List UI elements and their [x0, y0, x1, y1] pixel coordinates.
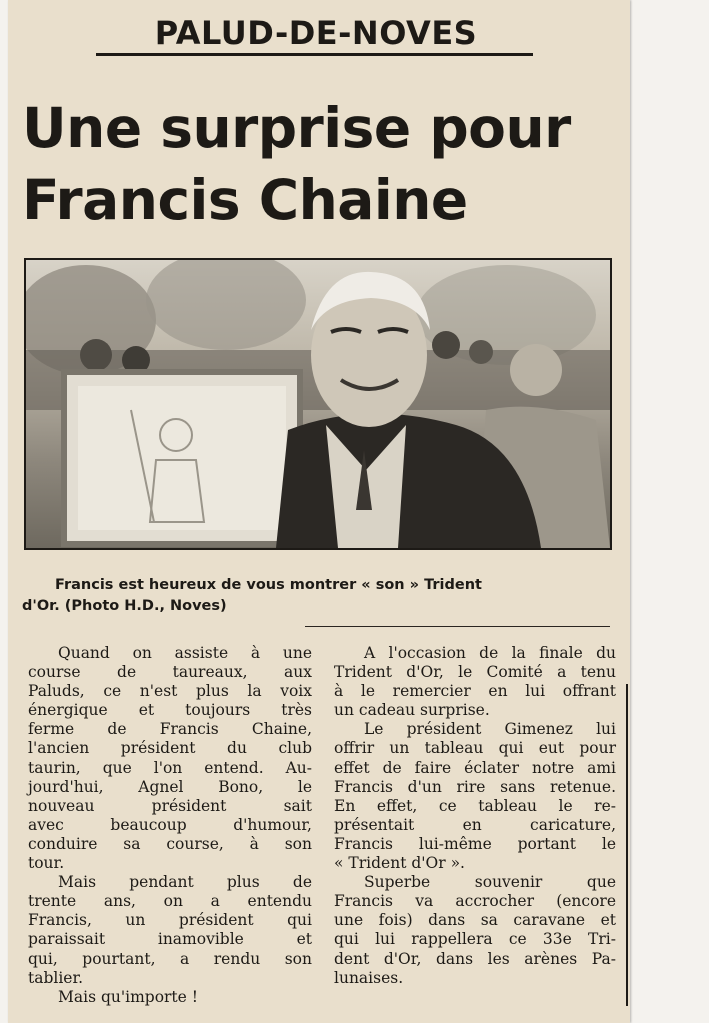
headline: [22, 92, 622, 236]
column-2-line: effet de faire éclater notre ami: [334, 758, 616, 777]
caption-line-2: d'Or. (Photo H.D., Noves): [22, 598, 227, 614]
section-kicker: PALUD-DE-NOVES: [154, 14, 478, 52]
column-1-line: conduire sa course, à son: [28, 834, 312, 853]
column-1-line: Mais pendant plus de: [58, 873, 312, 892]
headline-line-1: Une surprise pour: [22, 96, 571, 160]
column-1-line: Mais qu'importe !: [58, 987, 198, 1006]
column-2-line: Francis lui-même portant le: [334, 834, 616, 853]
column-1-line: paraissait inamovible et: [28, 930, 312, 949]
column-1-line: l'ancien président du club: [28, 739, 312, 758]
column-2-line: à le remercier en lui offrant: [334, 682, 616, 701]
headline-line-2: Francis Chaine: [22, 168, 468, 232]
column-2-line: offrir un tableau qui eut pour: [334, 739, 616, 758]
column-1-line: nouveau président sait: [28, 796, 312, 815]
caption-rule: [305, 626, 610, 627]
caption-line-1: Francis est heureux de vous montrer « son » Trident: [55, 577, 482, 593]
column-2-line: présentait en caricature,: [334, 815, 616, 834]
column-2-line: « Trident d'Or ».: [334, 854, 465, 873]
column-1-line: Francis, un président qui: [28, 911, 312, 930]
column-rule: [626, 684, 628, 1006]
column-1-line: taurin, que l'on entend. Au-: [28, 758, 312, 777]
kicker-underline: [96, 53, 533, 56]
column-1-line: jourd'hui, Agnel Bono, le: [28, 777, 312, 796]
column-1-line: tablier.: [28, 968, 84, 987]
news-photo: [24, 258, 612, 550]
column-2-line: une fois) dans sa caravane et: [334, 911, 616, 930]
column-1-line: qui, pourtant, a rendu son: [28, 949, 312, 968]
column-1-line: tour.: [28, 854, 65, 873]
column-2-line: Le président Gimenez lui: [364, 720, 616, 739]
photo-caption: [22, 575, 602, 617]
column-2-line: Francis va accrocher (encore: [334, 892, 616, 911]
column-1-line: Quand on assiste à une: [58, 644, 312, 662]
column-2-line: Trident d'Or, le Comité a tenu: [334, 663, 616, 682]
column-2-line: dent d'Or, dans les arènes Pa-: [334, 949, 616, 968]
column-2-line: En effet, ce tableau le re-: [334, 796, 616, 815]
column-1-line: avec beaucoup d'humour,: [28, 815, 312, 834]
column-1-line: Paluds, ce n'est plus la voix: [28, 682, 312, 701]
column-2-line: un cadeau surprise.: [334, 701, 490, 720]
column-1-line: trente ans, on a entendu: [28, 892, 312, 911]
column-1-line: énergique et toujours très: [28, 701, 312, 720]
photo-illustration: [26, 260, 610, 548]
column-1-line: ferme de Francis Chaine,: [28, 720, 312, 739]
column-1-line: course de taureaux, aux: [28, 663, 312, 682]
article-column-1: [28, 644, 312, 1007]
column-2-line: Superbe souvenir que: [364, 873, 616, 892]
column-2-line: qui lui rappellera ce 33e Tri-: [334, 930, 616, 949]
column-2-line: lunaises.: [334, 968, 404, 987]
column-2-line: A l'occasion de la finale du: [364, 644, 616, 662]
column-2-line: Francis d'un rire sans retenue.: [334, 777, 616, 796]
article-column-2: [334, 644, 616, 988]
